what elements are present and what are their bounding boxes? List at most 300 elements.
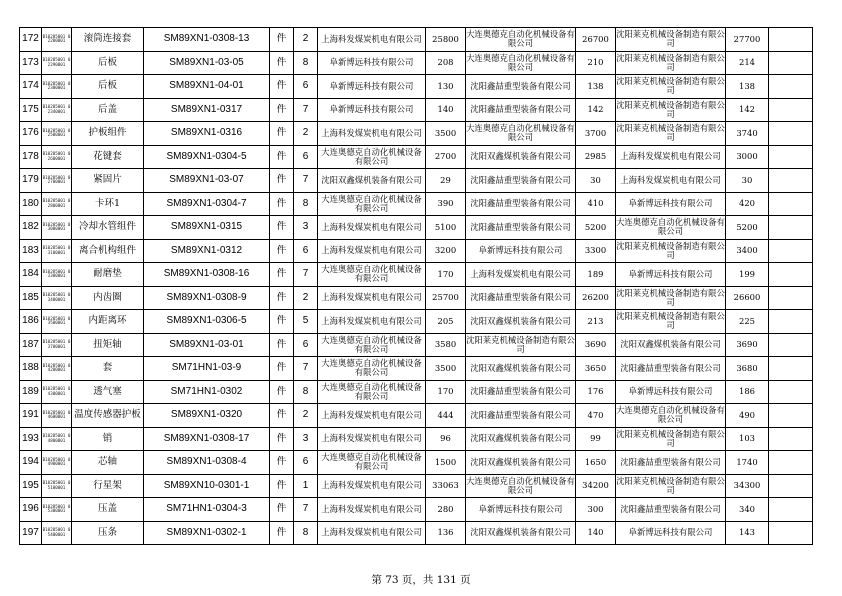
supplier-2-cell: 沈阳鑫喆重型装备有限公司: [466, 75, 576, 99]
price-3-cell: 142: [726, 98, 769, 122]
supplier-2-cell: 沈阳莱克机械设备制造有限公司: [466, 333, 576, 357]
material-code-cell: B10285001 03700001: [42, 333, 72, 357]
supplier-2-cell: 沈阳双鑫煤机装备有限公司: [466, 310, 576, 334]
row-number-cell: 172: [20, 28, 42, 52]
table-row: [20, 145, 813, 169]
price-2-cell: 300: [576, 498, 616, 522]
material-code-cell: B10285001 03300001: [42, 263, 72, 287]
unit-cell: 件: [270, 192, 294, 216]
table-row: [20, 239, 813, 263]
supplier-3-cell: 沈阳鑫喆重型装备有限公司: [616, 357, 726, 381]
material-code-cell: B10285001 05100001: [42, 474, 72, 498]
table-row: [20, 75, 813, 99]
supplier-1-cell: 上海科发煤炭机电有限公司: [318, 474, 426, 498]
part-name-cell: 卡环1: [72, 192, 144, 216]
model-number-cell: SM71HN1-0304-3: [144, 498, 270, 522]
model-number-cell: SM89XN1-0316: [144, 122, 270, 146]
supplier-2-cell: 沈阳鑫喆重型装备有限公司: [466, 169, 576, 193]
material-code-cell: B10285001 02700001: [42, 169, 72, 193]
row-number-cell: 174: [20, 75, 42, 99]
material-code-cell: B10285001 03400001: [42, 286, 72, 310]
blank-cell: [769, 427, 813, 451]
model-number-cell: SM89XN1-0308-4: [144, 451, 270, 475]
quantity-cell: 6: [294, 239, 318, 263]
supplier-1-cell: 大连奥德克自动化机械设备有限公司: [318, 380, 426, 404]
part-name-cell: 压条: [72, 521, 144, 545]
model-number-cell: SM89XN1-03-07: [144, 169, 270, 193]
quantity-cell: 6: [294, 333, 318, 357]
supplier-2-cell: 沈阳鑫喆重型装备有限公司: [466, 98, 576, 122]
supplier-2-cell: 沈阳双鑫煤机装备有限公司: [466, 145, 576, 169]
supplier-1-cell: 上海科发煤炭机电有限公司: [318, 404, 426, 428]
price-1-cell: 444: [426, 404, 466, 428]
supplier-3-cell: 阜新博远科技有限公司: [616, 263, 726, 287]
supplier-2-cell: 阜新博远科技有限公司: [466, 239, 576, 263]
supplier-2-cell: 沈阳鑫喆重型装备有限公司: [466, 404, 576, 428]
supplier-1-cell: 大连奥德克自动化机械设备有限公司: [318, 357, 426, 381]
supplier-2-cell: 沈阳鑫喆重型装备有限公司: [466, 286, 576, 310]
material-code-cell: B10285001 02290001: [42, 51, 72, 75]
blank-cell: [769, 263, 813, 287]
unit-cell: 件: [270, 239, 294, 263]
material-code-cell: B10285001 02800001: [42, 192, 72, 216]
model-number-cell: SM89XN1-0308-16: [144, 263, 270, 287]
row-number-cell: 176: [20, 122, 42, 146]
quantity-cell: 5: [294, 310, 318, 334]
material-code-cell: B10285001 02600001: [42, 145, 72, 169]
row-number-cell: 197: [20, 521, 42, 545]
quantity-cell: 2: [294, 286, 318, 310]
supplier-2-cell: 大连奥德克自动化机械设备有限公司: [466, 122, 576, 146]
price-3-cell: 34300: [726, 474, 769, 498]
unit-cell: 件: [270, 310, 294, 334]
price-1-cell: 140: [426, 98, 466, 122]
supplier-2-cell: 阜新博远科技有限公司: [466, 498, 576, 522]
supplier-1-cell: 上海科发煤炭机电有限公司: [318, 521, 426, 545]
price-1-cell: 29: [426, 169, 466, 193]
price-3-cell: 214: [726, 51, 769, 75]
part-name-cell: 后盖: [72, 98, 144, 122]
supplier-3-cell: 阜新博远科技有限公司: [616, 521, 726, 545]
row-number-cell: 178: [20, 145, 42, 169]
supplier-1-cell: 大连奥德克自动化机械设备有限公司: [318, 263, 426, 287]
material-code-cell: B10285001 04200001: [42, 357, 72, 381]
price-3-cell: 5200: [726, 216, 769, 240]
material-code-cell: B10285001 04600001: [42, 404, 72, 428]
row-number-cell: 179: [20, 169, 42, 193]
model-number-cell: SM89XN1-04-01: [144, 75, 270, 99]
price-2-cell: 2985: [576, 145, 616, 169]
table-row: [20, 498, 813, 522]
part-name-cell: 内距离环: [72, 310, 144, 334]
part-name-cell: 离合机构组件: [72, 239, 144, 263]
price-1-cell: 390: [426, 192, 466, 216]
price-1-cell: 1500: [426, 451, 466, 475]
unit-cell: 件: [270, 145, 294, 169]
supplier-1-cell: 大连奥德克自动化机械设备有限公司: [318, 333, 426, 357]
table-row: [20, 310, 813, 334]
supplier-1-cell: 阜新博远科技有限公司: [318, 51, 426, 75]
price-2-cell: 3700: [576, 122, 616, 146]
blank-cell: [769, 474, 813, 498]
part-name-cell: 花键套: [72, 145, 144, 169]
part-name-cell: 耐磨垫: [72, 263, 144, 287]
table-row: [20, 427, 813, 451]
model-number-cell: SM89XN1-0304-5: [144, 145, 270, 169]
price-1-cell: 25700: [426, 286, 466, 310]
supplier-2-cell: 沈阳鑫喆重型装备有限公司: [466, 192, 576, 216]
supplier-3-cell: 上海科发煤炭机电有限公司: [616, 145, 726, 169]
material-code-cell: B10285001 02280001: [42, 28, 72, 52]
supplier-1-cell: 上海科发煤炭机电有限公司: [318, 28, 426, 52]
price-3-cell: 490: [726, 404, 769, 428]
table-row: [20, 216, 813, 240]
blank-cell: [769, 145, 813, 169]
supplier-1-cell: 上海科发煤炭机电有限公司: [318, 216, 426, 240]
table-row: [20, 521, 813, 545]
row-number-cell: 173: [20, 51, 42, 75]
supplier-3-cell: 沈阳莱克机械设备制造有限公司: [616, 122, 726, 146]
part-name-cell: 冷却水管组件: [72, 216, 144, 240]
price-3-cell: 26600: [726, 286, 769, 310]
row-number-cell: 189: [20, 380, 42, 404]
price-1-cell: 2700: [426, 145, 466, 169]
blank-cell: [769, 75, 813, 99]
supplier-3-cell: 沈阳莱克机械设备制造有限公司: [616, 427, 726, 451]
table-row: [20, 98, 813, 122]
price-2-cell: 410: [576, 192, 616, 216]
price-3-cell: 3400: [726, 239, 769, 263]
supplier-2-cell: 沈阳双鑫煤机装备有限公司: [466, 357, 576, 381]
part-name-cell: 销: [72, 427, 144, 451]
supplier-3-cell: 沈阳莱克机械设备制造有限公司: [616, 239, 726, 263]
supplier-2-cell: 沈阳双鑫煤机装备有限公司: [466, 451, 576, 475]
unit-cell: 件: [270, 357, 294, 381]
price-1-cell: 170: [426, 380, 466, 404]
part-name-cell: 行星架: [72, 474, 144, 498]
quantity-cell: 8: [294, 192, 318, 216]
supplier-1-cell: 阜新博远科技有限公司: [318, 75, 426, 99]
quantity-cell: 8: [294, 380, 318, 404]
price-2-cell: 34200: [576, 474, 616, 498]
part-name-cell: 扭矩轴: [72, 333, 144, 357]
quantity-cell: 8: [294, 521, 318, 545]
price-1-cell: 130: [426, 75, 466, 99]
table-row: [20, 169, 813, 193]
row-number-cell: 182: [20, 216, 42, 240]
table-row: [20, 263, 813, 287]
supplier-1-cell: 大连奥德克自动化机械设备有限公司: [318, 192, 426, 216]
model-number-cell: SM89XN1-03-01: [144, 333, 270, 357]
quantity-cell: 2: [294, 122, 318, 146]
model-number-cell: SM89XN1-0304-7: [144, 192, 270, 216]
price-3-cell: 1740: [726, 451, 769, 475]
price-1-cell: 5100: [426, 216, 466, 240]
price-1-cell: 3500: [426, 357, 466, 381]
table-row: [20, 286, 813, 310]
unit-cell: 件: [270, 286, 294, 310]
blank-cell: [769, 192, 813, 216]
price-3-cell: 143: [726, 521, 769, 545]
supplier-1-cell: 上海科发煤炭机电有限公司: [318, 310, 426, 334]
quantity-cell: 8: [294, 51, 318, 75]
price-3-cell: 186: [726, 380, 769, 404]
part-name-cell: 滚筒连接套: [72, 28, 144, 52]
supplier-3-cell: 沈阳莱克机械设备制造有限公司: [616, 51, 726, 75]
row-number-cell: 186: [20, 310, 42, 334]
part-name-cell: 紧固片: [72, 169, 144, 193]
supplier-3-cell: 阜新博远科技有限公司: [616, 192, 726, 216]
blank-cell: [769, 310, 813, 334]
supplier-1-cell: 上海科发煤炭机电有限公司: [318, 239, 426, 263]
price-3-cell: 340: [726, 498, 769, 522]
unit-cell: 件: [270, 380, 294, 404]
supplier-1-cell: 阜新博远科技有限公司: [318, 98, 426, 122]
blank-cell: [769, 98, 813, 122]
supplier-3-cell: 沈阳莱克机械设备制造有限公司: [616, 474, 726, 498]
part-name-cell: 压盖: [72, 498, 144, 522]
quantity-cell: 3: [294, 427, 318, 451]
price-3-cell: 138: [726, 75, 769, 99]
supplier-1-cell: 上海科发煤炭机电有限公司: [318, 286, 426, 310]
row-number-cell: 184: [20, 263, 42, 287]
price-2-cell: 26200: [576, 286, 616, 310]
price-2-cell: 142: [576, 98, 616, 122]
price-1-cell: 96: [426, 427, 466, 451]
supplier-3-cell: 阜新博远科技有限公司: [616, 380, 726, 404]
supplier-3-cell: 沈阳莱克机械设备制造有限公司: [616, 98, 726, 122]
supplier-2-cell: 沈阳鑫喆重型装备有限公司: [466, 380, 576, 404]
row-number-cell: 193: [20, 427, 42, 451]
supplier-3-cell: 沈阳鑫喆重型装备有限公司: [616, 451, 726, 475]
quotation-table: [19, 27, 813, 545]
price-1-cell: 3580: [426, 333, 466, 357]
price-1-cell: 25800: [426, 28, 466, 52]
quantity-cell: 6: [294, 145, 318, 169]
price-2-cell: 189: [576, 263, 616, 287]
unit-cell: 件: [270, 263, 294, 287]
row-number-cell: 187: [20, 333, 42, 357]
model-number-cell: SM71HN1-0302: [144, 380, 270, 404]
blank-cell: [769, 28, 813, 52]
quantity-cell: 7: [294, 169, 318, 193]
price-2-cell: 470: [576, 404, 616, 428]
unit-cell: 件: [270, 474, 294, 498]
model-number-cell: SM89XN1-0302-1: [144, 521, 270, 545]
material-code-cell: B10285001 04300001: [42, 380, 72, 404]
row-number-cell: 183: [20, 239, 42, 263]
price-1-cell: 280: [426, 498, 466, 522]
blank-cell: [769, 333, 813, 357]
price-2-cell: 176: [576, 380, 616, 404]
supplier-2-cell: 沈阳双鑫煤机装备有限公司: [466, 521, 576, 545]
price-3-cell: 420: [726, 192, 769, 216]
row-number-cell: 196: [20, 498, 42, 522]
table-row: [20, 404, 813, 428]
table-body: [20, 28, 813, 545]
supplier-3-cell: 上海科发煤炭机电有限公司: [616, 169, 726, 193]
unit-cell: 件: [270, 521, 294, 545]
supplier-3-cell: 沈阳莱克机械设备制造有限公司: [616, 286, 726, 310]
price-3-cell: 27700: [726, 28, 769, 52]
unit-cell: 件: [270, 498, 294, 522]
price-1-cell: 205: [426, 310, 466, 334]
unit-cell: 件: [270, 216, 294, 240]
price-2-cell: 99: [576, 427, 616, 451]
unit-cell: 件: [270, 404, 294, 428]
material-code-cell: B10285001 02300001: [42, 75, 72, 99]
price-1-cell: 33063: [426, 474, 466, 498]
blank-cell: [769, 169, 813, 193]
quantity-cell: 7: [294, 98, 318, 122]
supplier-1-cell: 上海科发煤炭机电有限公司: [318, 498, 426, 522]
model-number-cell: SM89XN1-0308-13: [144, 28, 270, 52]
material-code-cell: B10285001 03500001: [42, 310, 72, 334]
blank-cell: [769, 51, 813, 75]
supplier-2-cell: 沈阳鑫喆重型装备有限公司: [466, 216, 576, 240]
price-1-cell: 3200: [426, 239, 466, 263]
price-3-cell: 199: [726, 263, 769, 287]
model-number-cell: SM89XN1-0315: [144, 216, 270, 240]
blank-cell: [769, 239, 813, 263]
quantity-cell: 6: [294, 75, 318, 99]
quantity-cell: 3: [294, 216, 318, 240]
table-row: [20, 122, 813, 146]
supplier-3-cell: 沈阳双鑫煤机装备有限公司: [616, 333, 726, 357]
table-row: [20, 474, 813, 498]
table-row: [20, 357, 813, 381]
blank-cell: [769, 521, 813, 545]
model-number-cell: SM89XN10-0301-1: [144, 474, 270, 498]
supplier-3-cell: 沈阳莱克机械设备制造有限公司: [616, 75, 726, 99]
price-3-cell: 3740: [726, 122, 769, 146]
supplier-2-cell: 大连奥德克自动化机械设备有限公司: [466, 474, 576, 498]
blank-cell: [769, 216, 813, 240]
quantity-cell: 7: [294, 498, 318, 522]
model-number-cell: SM89XN1-0308-17: [144, 427, 270, 451]
supplier-2-cell: 上海科发煤炭机电有限公司: [466, 263, 576, 287]
quantity-cell: 2: [294, 28, 318, 52]
row-number-cell: 188: [20, 357, 42, 381]
price-1-cell: 208: [426, 51, 466, 75]
row-number-cell: 175: [20, 98, 42, 122]
unit-cell: 件: [270, 51, 294, 75]
supplier-3-cell: 沈阳莱克机械设备制造有限公司: [616, 28, 726, 52]
model-number-cell: SM89XN1-0317: [144, 98, 270, 122]
material-code-cell: B10285001 05300001: [42, 498, 72, 522]
blank-cell: [769, 498, 813, 522]
price-2-cell: 3300: [576, 239, 616, 263]
supplier-3-cell: 沈阳莱克机械设备制造有限公司: [616, 310, 726, 334]
unit-cell: 件: [270, 427, 294, 451]
material-code-cell: B10285001 02500001: [42, 122, 72, 146]
blank-cell: [769, 451, 813, 475]
part-name-cell: 后板: [72, 51, 144, 75]
model-number-cell: SM89XN1-0312: [144, 239, 270, 263]
price-1-cell: 170: [426, 263, 466, 287]
material-code-cell: B10285001 04900001: [42, 451, 72, 475]
price-3-cell: 225: [726, 310, 769, 334]
material-code-cell: B10285001 03100001: [42, 239, 72, 263]
unit-cell: 件: [270, 451, 294, 475]
price-1-cell: 136: [426, 521, 466, 545]
price-3-cell: 30: [726, 169, 769, 193]
model-number-cell: SM89XN1-03-05: [144, 51, 270, 75]
page-footer: 第 73 页，共 131 页: [371, 574, 471, 586]
table-row: [20, 51, 813, 75]
material-code-cell: B10285001 05400001: [42, 521, 72, 545]
part-name-cell: 护板组件: [72, 122, 144, 146]
part-name-cell: 后板: [72, 75, 144, 99]
supplier-3-cell: 大连奥德克自动化机械设备有限公司: [616, 216, 726, 240]
quantity-cell: 1: [294, 474, 318, 498]
model-number-cell: SM89XN1-0306-5: [144, 310, 270, 334]
price-3-cell: 3000: [726, 145, 769, 169]
part-name-cell: 透气塞: [72, 380, 144, 404]
price-3-cell: 3690: [726, 333, 769, 357]
blank-cell: [769, 286, 813, 310]
part-name-cell: 内齿圈: [72, 286, 144, 310]
row-number-cell: 185: [20, 286, 42, 310]
price-2-cell: 3690: [576, 333, 616, 357]
price-2-cell: 138: [576, 75, 616, 99]
unit-cell: 件: [270, 98, 294, 122]
supplier-1-cell: 沈阳双鑫煤机装备有限公司: [318, 169, 426, 193]
blank-cell: [769, 380, 813, 404]
quantity-cell: 2: [294, 404, 318, 428]
price-3-cell: 3680: [726, 357, 769, 381]
part-name-cell: 芯轴: [72, 451, 144, 475]
blank-cell: [769, 357, 813, 381]
row-number-cell: 191: [20, 404, 42, 428]
model-number-cell: SM89XN1-0320: [144, 404, 270, 428]
price-2-cell: 5200: [576, 216, 616, 240]
quantity-cell: 7: [294, 263, 318, 287]
row-number-cell: 195: [20, 474, 42, 498]
price-2-cell: 1650: [576, 451, 616, 475]
part-name-cell: 温度传感器护板: [72, 404, 144, 428]
unit-cell: 件: [270, 122, 294, 146]
supplier-3-cell: 大连奥德克自动化机械设备有限公司: [616, 404, 726, 428]
unit-cell: 件: [270, 169, 294, 193]
supplier-2-cell: 大连奥德克自动化机械设备有限公司: [466, 51, 576, 75]
price-2-cell: 140: [576, 521, 616, 545]
supplier-1-cell: 上海科发煤炭机电有限公司: [318, 427, 426, 451]
supplier-3-cell: 沈阳鑫喆重型装备有限公司: [616, 498, 726, 522]
price-2-cell: 26700: [576, 28, 616, 52]
price-3-cell: 103: [726, 427, 769, 451]
price-2-cell: 210: [576, 51, 616, 75]
material-code-cell: B10285001 04800001: [42, 427, 72, 451]
supplier-1-cell: 大连奥德克自动化机械设备有限公司: [318, 451, 426, 475]
blank-cell: [769, 122, 813, 146]
supplier-2-cell: 沈阳双鑫煤机装备有限公司: [466, 427, 576, 451]
blank-cell: [769, 404, 813, 428]
table-row: [20, 451, 813, 475]
material-code-cell: B10285001 03000001: [42, 216, 72, 240]
row-number-cell: 194: [20, 451, 42, 475]
table-row: [20, 192, 813, 216]
unit-cell: 件: [270, 28, 294, 52]
supplier-2-cell: 大连奥德克自动化机械设备有限公司: [466, 28, 576, 52]
price-2-cell: 30: [576, 169, 616, 193]
quantity-cell: 6: [294, 451, 318, 475]
supplier-1-cell: 大连奥德克自动化机械设备有限公司: [318, 145, 426, 169]
model-number-cell: SM71HN1-03-9: [144, 357, 270, 381]
row-number-cell: 180: [20, 192, 42, 216]
quantity-cell: 7: [294, 357, 318, 381]
supplier-1-cell: 上海科发煤炭机电有限公司: [318, 122, 426, 146]
